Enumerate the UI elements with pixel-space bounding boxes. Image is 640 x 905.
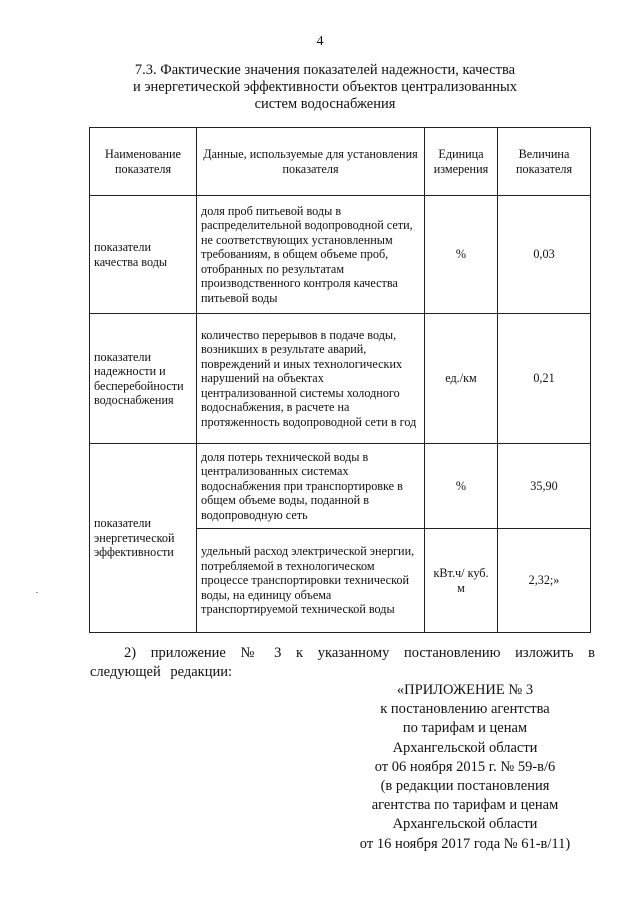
appendix-line: Архангельской области	[392, 739, 538, 756]
table-header-row	[90, 128, 591, 196]
indicator-value: 35,90	[498, 444, 591, 529]
indicator-group-name: показатели надежности и бесперебойности водоснабжения	[90, 314, 197, 444]
appendix-line: к постановлению агентства	[380, 701, 550, 718]
indicator-unit: кВт.ч/ куб. м	[425, 529, 498, 633]
indicator-data: удельный расход электрической энергии, потребляемой в технологическом процессе транспортировки технической воды, на единицу объема транспортируемой технической воды	[197, 529, 425, 633]
indicator-unit: ед./км	[425, 314, 498, 444]
header-value: Величина показателя	[498, 128, 591, 196]
section-title	[115, 62, 535, 113]
scan-margin-mark	[36, 592, 38, 593]
page-number: 4	[316, 34, 324, 49]
amendment-paragraph: 2) приложение № 3 к указанному постановлению изложить в следующей редакции:	[90, 645, 595, 680]
header-unit: Единица измерения	[425, 128, 498, 196]
appendix-line: «ПРИЛОЖЕНИЕ № 3	[396, 682, 534, 698]
header-indicator-name: Наименование показателя	[90, 128, 197, 196]
indicator-unit: %	[425, 196, 498, 314]
appendix-line: агентства по тарифам и ценам	[371, 797, 559, 814]
appendix-line: (в редакции постановления	[380, 778, 550, 795]
indicator-data: количество перерывов в подаче воды, возникших в результате аварий, повреждений и иных технологических нарушений на объектах централизованной системы холодного водоснабжения, в расчете на протяженность водопроводной сети в год	[197, 314, 425, 444]
appendix-line: Архангельской области	[392, 816, 538, 833]
section-title-line: систем водоснабжения	[254, 96, 396, 112]
section-title-line: и энергетической эффективности объектов централизованных	[132, 79, 518, 95]
indicator-group-name: показатели качества воды	[90, 196, 197, 314]
appendix-line: по тарифам и ценам	[402, 720, 528, 737]
indicators-table	[89, 127, 591, 633]
appendix-line: от 06 ноября 2015 г. № 59-в/6	[374, 758, 556, 775]
appendix-heading-block	[330, 681, 600, 854]
header-data-used: Данные, используемые для установления показателя	[197, 128, 425, 196]
indicator-data: доля потерь технической воды в централизованных системах водоснабжения при транспортировке в общем объеме воды, поданной в водопроводную сеть	[197, 444, 425, 529]
indicator-value: 0,21	[498, 314, 591, 444]
table-row	[90, 314, 591, 444]
indicator-value: 0,03	[498, 196, 591, 314]
table-row	[90, 196, 591, 314]
table-row	[90, 444, 591, 529]
indicator-group-name: показатели энергетической эффективности	[90, 444, 197, 633]
section-title-line: 7.3. Фактические значения показателей надежности, качества	[134, 62, 516, 78]
indicator-unit: %	[425, 444, 498, 529]
indicator-value: 2,32;»	[498, 529, 591, 633]
indicator-data: доля проб питьевой воды в распределительной водопроводной сети, не соответствующих установленным требованиям, в общем объеме проб, отобранных по результатам производственного контроля качества питьевой воды	[197, 196, 425, 314]
appendix-line: от 16 ноября 2017 года № 61-в/11)	[359, 835, 571, 852]
